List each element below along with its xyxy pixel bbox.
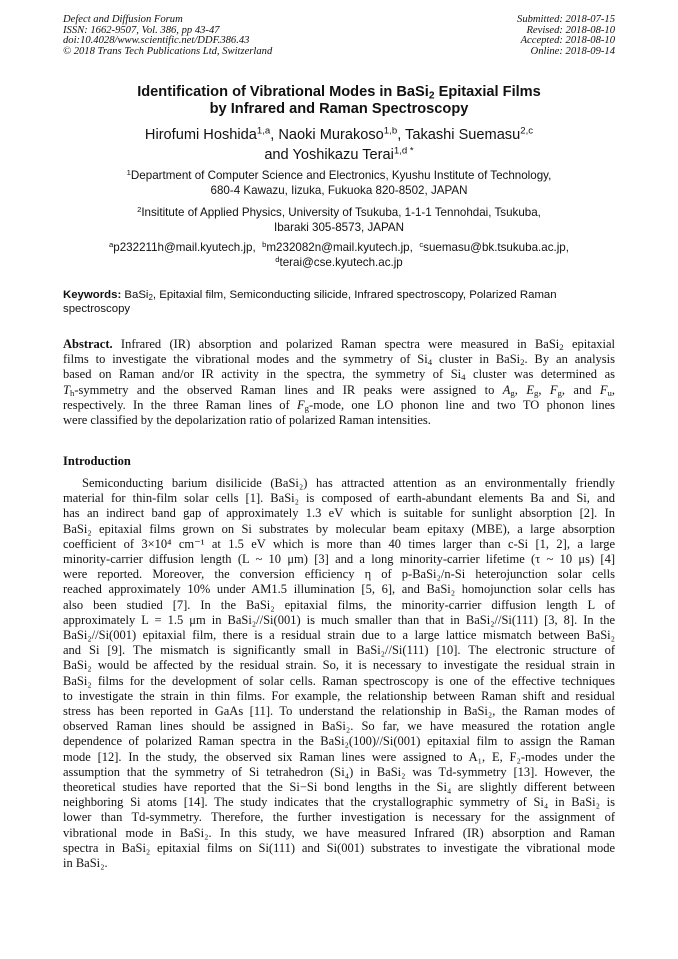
intro-line: in BaSi₂. [63, 856, 108, 871]
intro-line: material for thin-film solar cells [1]. BaSi₂ is composed of earth-abundant elements Ba and Si, and [63, 491, 615, 506]
keywords: Keywords: BaSi$_2$, Epitaxial film, Semiconducting silicide, Infrared spectroscopy, Polarized Raman spectroscopy [63, 289, 557, 315]
intro-line: reached approximately 10% under AM1.5 illumination [5, 6], and BaSi₂ homojunction solar cells has [63, 582, 615, 597]
abstract-label: Abstract. [63, 337, 113, 351]
intro-line: dependence of polarized Raman spectra in the BaSi₂(100)//Si(001) epitaxial film to assign the Raman [63, 734, 615, 749]
email-link[interactable]: m232082n@mail.kyutech.jp, [266, 241, 413, 254]
accepted-date: Accepted: 2018-08-10 [520, 35, 615, 47]
copyright-line: © 2018 Trans Tech Publications Ltd, Switzerland [63, 45, 273, 57]
author-name: , Takashi Suemasu [397, 127, 521, 143]
author-emails: $^a$p232211h@mail.kyutech.jp, $^b$m232082n@mail.kyutech.jp, $^c$suemasu@bk.tsukuba.ac.jp, $^d$terai@cse.kyutech.ac.jp [109, 239, 569, 270]
intro-line: also been studied [7]. In the BaSi₂ epitaxial films, the minority-carrier diffusion length L of [63, 597, 615, 612]
intro-line: vibrational mode in BaSi₂. In this study, we have measured Infrared (IR) absorption and Raman [63, 825, 615, 840]
intro-line: spectra in BaSi₂ epitaxial films on Si(111) and Si(001) substrates to investigate the vibrational mode [63, 840, 615, 855]
intro-line: BaSi₂ films for the development of solar cells. Raman spectroscopy is one of the effective techniques [63, 673, 615, 688]
introduction-body [63, 476, 615, 871]
intro-line: minority-carrier diffusion length (L ~ 10 μm) [3] and a long minority-carrier lifetime (τ ~ 10 μs) [4] [63, 552, 615, 567]
affiliation-1: $^1$Department of Computer Science and Electronics, Kyushu Institute of Technology, 680-4 Kawazu, Iizuka, Fukuoka 820-8502, JAPAN [126, 167, 552, 198]
affiliation-2: $^2$Insititute of Applied Physics, University of Tsukuba, 1-1-1 Tennohdai, Tsukuba, Ibaraki 305-8573, JAPAN [137, 204, 541, 235]
intro-line: coefficient of 3×10⁴ cm⁻¹ at 1.5 eV which is more than 40 times larger than c-Si [1, 2], a large [63, 536, 615, 551]
online-date: Online: 2018-09-14 [530, 45, 615, 57]
abstract: Abstract. Infrared (IR) absorption and polarized Raman spectra were measured in BaSi$_2$ epitaxial films to investigate the vibrational modes and the symmetry of $Si_4$ cluster in BaSi$_2$. By an analysis based on Raman and/or IR activity in the spectra, the symmetry of $Si_4$ cluster was determined as $T_h$-symmetry and the observed Raman lines and IR peaks were assigned to $A_g$, $E_g$, $F_g$, and $F_u$, respectively. In the three Raman lines of $F_g$-mode, one LO phonon line and two TO phonon lines were classified by the depolarization ratio of polarized Raman intensities. [63, 337, 616, 428]
intro-line: BaSi₂ epitaxial films grown on Si substrates by molecular beam epitaxy (MBE), a large absorption [63, 521, 615, 536]
issn-line: ISSN: 1662-9507, Vol. 386, pp 43-47 [63, 24, 220, 36]
keywords-label: Keywords: [63, 289, 122, 301]
intro-line: assumption that the symmetry of Si tetrahedron (Si₄) in BaSi₂ was Td-symmetry [13]. However, the [63, 764, 615, 779]
email-link[interactable]: terai@cse.kyutech.ac.jp [279, 256, 403, 270]
intro-line: were reported. Moreover, the conversion efficiency η of p-BaSi₂/n-Si heterojunction solar cells [63, 567, 615, 582]
section-heading-introduction: Introduction [63, 454, 131, 468]
publication-dates [517, 15, 615, 57]
intro-line: observed Raman lines should be assigned in BaSi₂. So far, we have measured the rotation angle [63, 719, 615, 734]
intro-line: neighboring Si atoms [14]. The study indicates that the crystallographic symmetry of Si₄ in BaSi₂ is [63, 795, 615, 810]
intro-line: lower than Td-symmetry. Therefore, the further investigation is necessary for the assignment of [63, 810, 615, 825]
author-list: Hirofumi Hoshida$^{1,a}$, Naoki Murakoso$^{1,b}$, Takashi Suemasu$^{2,c}$ and Yoshikazu Terai$^{1,d *}$ [144, 125, 534, 163]
intro-line: approximately L = 1.5 μm in BaSi₂//Si(001) is much smaller than that in BaSi₂//Si(111) [3, 8]. In the [63, 612, 615, 627]
submitted-date: Submitted: 2018-07-15 [517, 14, 615, 25]
intro-line: to investigate the strain in thin films. For example, the relationship between Raman shift and residual [63, 688, 615, 703]
revised-date: Revised: 2018-08-10 [526, 24, 615, 36]
author-name: Hirofumi Hoshida [144, 127, 257, 143]
intro-line: BaSi₂ would be affected by the residual strain. So, it is necessary to investigate the residual strain in [63, 658, 615, 673]
paper-title: Identification of Vibrational Modes in BaSi$_2$ Epitaxial Films by Infrared and Raman Spectroscopy [137, 84, 541, 117]
doi-line[interactable]: doi:10.4028/www.scientific.net/DDF.386.43 [63, 35, 250, 47]
email-link[interactable]: suemasu@bk.tsukuba.ac.jp, [423, 241, 569, 254]
intro-line: has an indirect band gap of approximately 1.3 eV which is suitable for sunlight absorption [2]. In [63, 506, 615, 521]
intro-line: Semiconducting barium disilicide (BaSi₂) has attracted attention as an environmentally friendly [82, 476, 615, 490]
intro-line: theoretical studies have reported that the Si−Si bond lengths in the Si₄ are slightly different between [63, 780, 615, 795]
intro-line: BaSi₂//Si(001) epitaxial film, there is a residual strain due to a large lattice mismatch between BaSi₂ [63, 628, 615, 643]
author-name: and Yoshikazu Terai [264, 147, 394, 163]
journal-name: Defect and Diffusion Forum [63, 14, 183, 25]
intro-line: mode [12]. In the study, the observed six Raman lines were assigned to A₁, E, F₂-modes under the [63, 749, 615, 764]
intro-line: stress has been reported in GaAs [11]. To understand the relationship in BaSi₂, the Raman modes of [63, 704, 615, 719]
intro-line: and Si [9]. The mismatch is significantly small in BaSi₂//Si(111) [10]. The electronic structure of [63, 643, 615, 658]
author-name: , Naoki Murakoso [270, 127, 384, 143]
email-link[interactable]: p232211h@mail.kyutech.jp, [113, 241, 256, 254]
journal-info [63, 15, 272, 57]
